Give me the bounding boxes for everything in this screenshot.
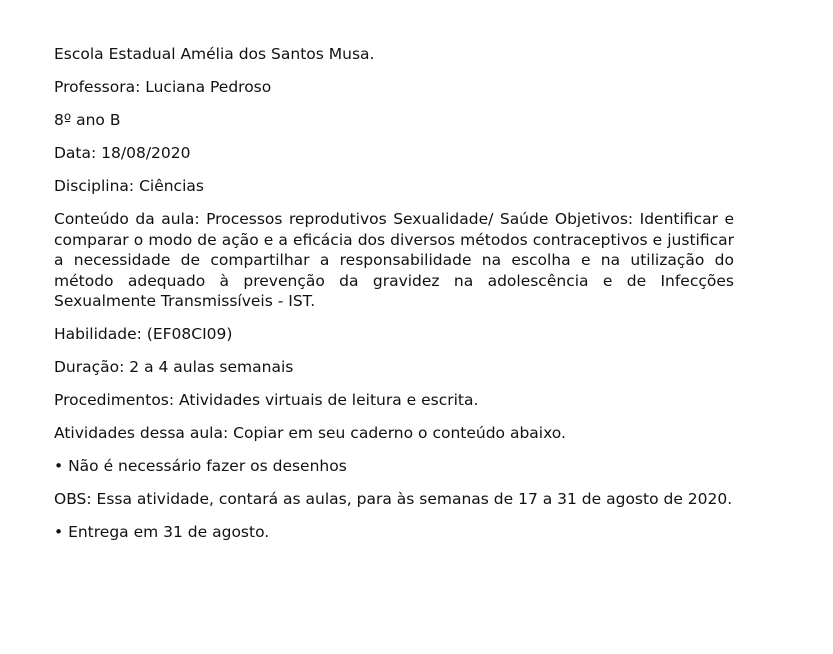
- skill-code: Habilidade: (EF08CI09): [54, 325, 233, 343]
- procedures-line: Procedimentos: Atividades virtuais de leitura e escrita.: [54, 391, 479, 409]
- grade-class: 8º ano B: [54, 111, 121, 129]
- bullet-drawings: • Não é necessário fazer os desenhos: [54, 457, 347, 475]
- activities-line: Atividades dessa aula: Copiar em seu caderno o conteúdo abaixo.: [54, 424, 566, 442]
- lesson-date: Data: 18/08/2020: [54, 144, 191, 162]
- subject-line: Disciplina: Ciências: [54, 177, 204, 195]
- lesson-duration: Duração: 2 a 4 aulas semanais: [54, 358, 294, 376]
- document-page: [54, 44, 734, 543]
- school-name: Escola Estadual Amélia dos Santos Musa.: [54, 45, 375, 63]
- obs-note: OBS: Essa atividade, contará as aulas, para às semanas de 17 a 31 de agosto de 2020.: [54, 490, 733, 508]
- teacher-name: Professora: Luciana Pedroso: [54, 78, 272, 96]
- bullet-delivery: • Entrega em 31 de agosto.: [54, 523, 270, 541]
- lesson-content: Conteúdo da aula: Processos reprodutivos Sexualidade/ Saúde Objetivos: Identificar e comparar o modo de ação e a eficácia dos diversos métodos contraceptivos e justificar a necessidade de compartilhar a responsabilidade na escolha e na utilização do método adequado à prevenção da gravidez na adolescência e de Infecções Sexualmente Transmissíveis - IST.: [54, 210, 734, 310]
